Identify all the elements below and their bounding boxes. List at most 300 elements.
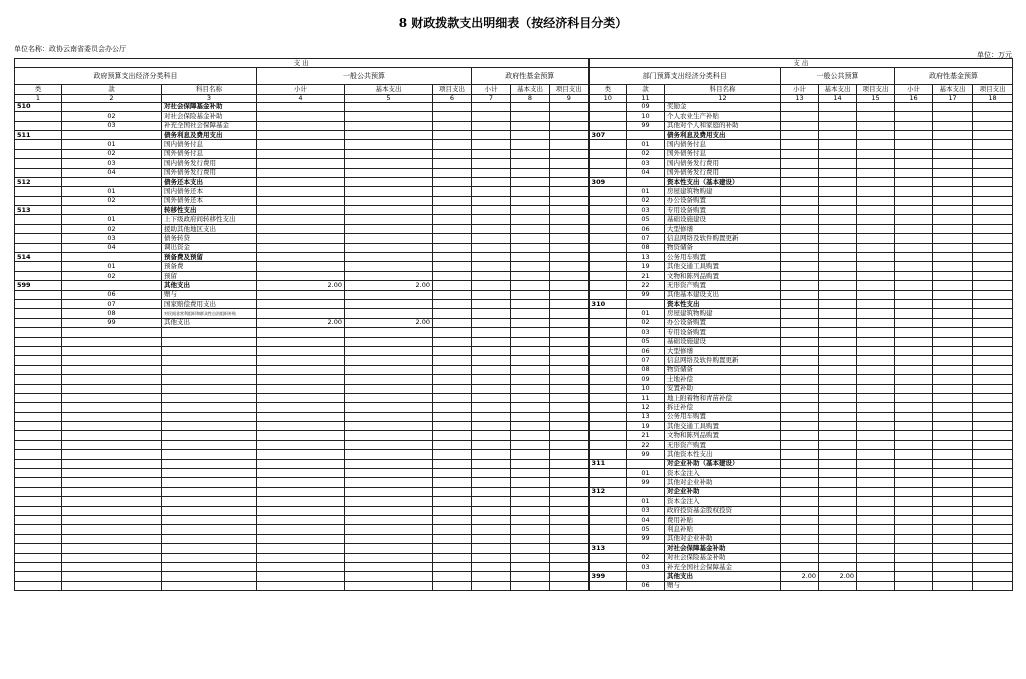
left-cell-name: 对社会保险基金补助 — [162, 112, 257, 121]
right-cell-project — [857, 149, 895, 158]
right-cell-name: 个人农业生产补贴 — [665, 112, 781, 121]
right-cell-basic — [819, 328, 857, 337]
right-cell-fbasic — [933, 525, 973, 534]
right-cell-fproj — [973, 112, 1013, 121]
left-cell-subtotal — [257, 422, 345, 431]
right-cell-subtotal — [781, 497, 819, 506]
right-cell-kuan: 02 — [627, 318, 665, 327]
left-cell-fsub — [472, 469, 511, 478]
right-cell-subtotal — [781, 215, 819, 224]
left-cell-fproj — [550, 487, 589, 496]
right-cell-lei — [589, 243, 627, 252]
left-cell-project — [433, 544, 472, 553]
right-cell-kuan: 22 — [627, 440, 665, 449]
right-cell-lei: 313 — [589, 544, 627, 553]
right-cell-fsub — [895, 290, 933, 299]
left-cell-basic: 2.00 — [345, 281, 433, 290]
right-cell-lei — [589, 281, 627, 290]
col-number: 1 — [15, 94, 62, 102]
left-cell-subtotal — [257, 328, 345, 337]
left-cell-kuan — [62, 102, 162, 111]
right-cell-fsub — [895, 121, 933, 130]
left-cell-fbasic — [511, 140, 550, 149]
left-cell-fproj — [550, 356, 589, 365]
left-cell-basic — [345, 403, 433, 412]
left-cell-fbasic — [511, 271, 550, 280]
right-cell-name: 房屋建筑物购建 — [665, 309, 781, 318]
right-cell-fproj — [973, 234, 1013, 243]
left-cell-basic — [345, 112, 433, 121]
right-cell-fsub — [895, 168, 933, 177]
right-cell-fsub — [895, 177, 933, 186]
right-cell-lei — [589, 262, 627, 271]
right-cell-lei — [589, 384, 627, 393]
left-cell-project — [433, 393, 472, 402]
left-cell-fbasic — [511, 337, 550, 346]
right-cell-fsub — [895, 187, 933, 196]
table-row — [15, 187, 1013, 196]
left-cell-subtotal — [257, 149, 345, 158]
left-cell-project — [433, 187, 472, 196]
left-cell-fsub — [472, 243, 511, 252]
right-cell-basic — [819, 487, 857, 496]
right-cell-kuan: 09 — [627, 102, 665, 111]
right-cell-subtotal — [781, 299, 819, 308]
right-cell-fproj — [973, 318, 1013, 327]
right-cell-name: 大型修缮 — [665, 224, 781, 233]
right-cell-lei — [589, 581, 627, 590]
left-cell-subtotal — [257, 581, 345, 590]
left-cell-lei — [15, 140, 62, 149]
left-cell-subtotal — [257, 506, 345, 515]
left-cell-lei — [15, 271, 62, 280]
left-cell-fbasic — [511, 159, 550, 168]
table-row — [15, 459, 1013, 468]
left-cell-subtotal — [257, 375, 345, 384]
expenditure-table — [14, 58, 1013, 591]
right-cell-fsub — [895, 356, 933, 365]
right-cell-basic — [819, 271, 857, 280]
right-cell-fbasic — [933, 515, 973, 524]
right-cell-fproj — [973, 337, 1013, 346]
left-cell-lei — [15, 309, 62, 318]
table-row — [15, 262, 1013, 271]
right-cell-name: 其他支出 — [665, 572, 781, 581]
right-cell-name: 安置补助 — [665, 384, 781, 393]
left-cell-lei — [15, 440, 62, 449]
left-cell-lei — [15, 431, 62, 440]
left-cell-fsub — [472, 149, 511, 158]
right-cell-fproj — [973, 412, 1013, 421]
right-cell-kuan: 19 — [627, 262, 665, 271]
left-cell-basic — [345, 365, 433, 374]
right-cell-name: 无形资产购置 — [665, 440, 781, 449]
left-cell-fsub — [472, 544, 511, 553]
table-row — [15, 469, 1013, 478]
right-cell-project — [857, 534, 895, 543]
left-cell-fsub — [472, 450, 511, 459]
right-cell-project — [857, 177, 895, 186]
left-cell-lei — [15, 469, 62, 478]
right-cell-fproj — [973, 572, 1013, 581]
table-row — [15, 581, 1013, 590]
left-cell-basic — [345, 422, 433, 431]
right-cell-subtotal — [781, 224, 819, 233]
right-cell-lei — [589, 506, 627, 515]
right-cell-fsub — [895, 309, 933, 318]
right-cell-lei: 309 — [589, 177, 627, 186]
left-cell-fsub — [472, 262, 511, 271]
left-cell-fsub — [472, 422, 511, 431]
left-cell-basic — [345, 478, 433, 487]
right-cell-fbasic — [933, 459, 973, 468]
left-cell-lei — [15, 159, 62, 168]
left-cell-subtotal — [257, 290, 345, 299]
left-cell-fbasic — [511, 375, 550, 384]
left-cell-fsub — [472, 328, 511, 337]
right-cell-project — [857, 121, 895, 130]
left-cell-basic — [345, 506, 433, 515]
right-cell-name: 奖励金 — [665, 102, 781, 111]
right-cell-name: 公务用车购置 — [665, 253, 781, 262]
left-cell-lei — [15, 290, 62, 299]
right-cell-fsub — [895, 384, 933, 393]
right-cell-basic — [819, 356, 857, 365]
right-cell-project — [857, 440, 895, 449]
left-cell-project — [433, 337, 472, 346]
left-cell-fbasic — [511, 346, 550, 355]
left-cell-name — [162, 553, 257, 562]
right-cell-fbasic — [933, 102, 973, 111]
table-row — [15, 159, 1013, 168]
right-cell-project — [857, 384, 895, 393]
left-cell-subtotal — [257, 262, 345, 271]
left-cell-basic — [345, 515, 433, 524]
right-cell-basic — [819, 365, 857, 374]
right-cell-name: 政府投资基金股权投资 — [665, 506, 781, 515]
left-cell-basic — [345, 450, 433, 459]
left-cell-fbasic — [511, 243, 550, 252]
left-cell-fbasic — [511, 562, 550, 571]
left-cell-fproj — [550, 206, 589, 215]
right-cell-project — [857, 290, 895, 299]
right-cell-subtotal — [781, 487, 819, 496]
col-number: 18 — [973, 94, 1013, 102]
right-cell-fproj — [973, 224, 1013, 233]
left-cell-name — [162, 431, 257, 440]
table-row — [15, 412, 1013, 421]
left-cell-name: 援助其他地区支出 — [162, 224, 257, 233]
right-cell-subtotal — [781, 562, 819, 571]
right-cell-basic — [819, 149, 857, 158]
right-cell-project — [857, 159, 895, 168]
right-cell-basic — [819, 525, 857, 534]
left-cell-kuan: 07 — [62, 299, 162, 308]
left-cell-kuan — [62, 365, 162, 374]
left-cell-kuan — [62, 506, 162, 515]
left-cell-name: 其他支出 — [162, 318, 257, 327]
right-cell-fbasic — [933, 299, 973, 308]
right-cell-fproj — [973, 440, 1013, 449]
col-number: 8 — [511, 94, 550, 102]
left-cell-fbasic — [511, 121, 550, 130]
right-cell-fproj — [973, 384, 1013, 393]
right-cell-kuan: 21 — [627, 271, 665, 280]
right-cell-fsub — [895, 253, 933, 262]
right-cell-lei — [589, 450, 627, 459]
right-cell-fbasic — [933, 253, 973, 262]
left-cell-fproj — [550, 393, 589, 402]
right-cell-basic — [819, 544, 857, 553]
left-cell-basic — [345, 271, 433, 280]
right-cell-basic — [819, 478, 857, 487]
right-cell-fproj — [973, 459, 1013, 468]
left-cell-lei: 514 — [15, 253, 62, 262]
left-cell-kuan — [62, 525, 162, 534]
left-cell-kuan: 03 — [62, 159, 162, 168]
left-cell-fsub — [472, 234, 511, 243]
left-cell-fbasic — [511, 102, 550, 111]
right-cell-project — [857, 365, 895, 374]
table-row — [15, 168, 1013, 177]
right-cell-lei — [589, 365, 627, 374]
right-cell-basic — [819, 262, 857, 271]
table-row — [15, 290, 1013, 299]
right-cell-name: 其他交通工具购置 — [665, 262, 781, 271]
right-cell-fsub — [895, 346, 933, 355]
left-cell-name — [162, 328, 257, 337]
right-cell-basic — [819, 393, 857, 402]
left-cell-kuan: 02 — [62, 224, 162, 233]
right-cell-name: 利息补贴 — [665, 525, 781, 534]
right-cell-lei — [589, 149, 627, 158]
left-cell-lei — [15, 562, 62, 571]
right-cell-kuan: 01 — [627, 187, 665, 196]
left-cell-lei: 512 — [15, 177, 62, 186]
left-cell-kuan — [62, 440, 162, 449]
left-cell-subtotal — [257, 196, 345, 205]
right-cell-subtotal — [781, 112, 819, 121]
left-cell-fproj — [550, 281, 589, 290]
left-cell-lei: 510 — [15, 102, 62, 111]
right-cell-project — [857, 318, 895, 327]
left-cell-fproj — [550, 506, 589, 515]
right-cell-kuan: 05 — [627, 337, 665, 346]
left-cell-project — [433, 534, 472, 543]
right-cell-kuan — [627, 572, 665, 581]
left-cell-project — [433, 562, 472, 571]
left-cell-project — [433, 224, 472, 233]
left-cell-name — [162, 497, 257, 506]
left-cell-fsub — [472, 318, 511, 327]
left-cell-lei — [15, 393, 62, 402]
table-row — [15, 243, 1013, 252]
left-cell-subtotal — [257, 393, 345, 402]
right-cell-fbasic — [933, 149, 973, 158]
left-cell-name: 国外债务付息 — [162, 149, 257, 158]
left-cell-fsub — [472, 365, 511, 374]
left-cell-fsub — [472, 431, 511, 440]
right-cell-project — [857, 309, 895, 318]
left-cell-basic — [345, 187, 433, 196]
right-cell-subtotal — [781, 346, 819, 355]
right-cell-subtotal — [781, 478, 819, 487]
left-cell-basic — [345, 562, 433, 571]
left-cell-fproj — [550, 365, 589, 374]
left-cell-fbasic — [511, 544, 550, 553]
left-cell-kuan: 04 — [62, 243, 162, 252]
left-cell-fproj — [550, 553, 589, 562]
left-cell-lei — [15, 525, 62, 534]
left-cell-project — [433, 412, 472, 421]
left-cell-fbasic — [511, 403, 550, 412]
right-cell-fsub — [895, 140, 933, 149]
left-cell-subtotal — [257, 356, 345, 365]
right-cell-fproj — [973, 271, 1013, 280]
right-cell-subtotal — [781, 328, 819, 337]
right-cell-fbasic — [933, 130, 973, 139]
right-cell-fbasic — [933, 506, 973, 515]
right-cell-subtotal — [781, 525, 819, 534]
left-cell-lei: 599 — [15, 281, 62, 290]
left-cell-fsub — [472, 168, 511, 177]
left-cell-kuan: 01 — [62, 262, 162, 271]
left-cell-project — [433, 243, 472, 252]
left-cell-name: 预备费及预留 — [162, 253, 257, 262]
right-cell-basic — [819, 177, 857, 186]
left-cell-name: 上下级政府间转移性支出 — [162, 215, 257, 224]
left-cell-lei — [15, 544, 62, 553]
col-number: 4 — [257, 94, 345, 102]
left-cell-fbasic — [511, 328, 550, 337]
right-cell-basic — [819, 534, 857, 543]
col-number: 7 — [472, 94, 511, 102]
left-cell-fproj — [550, 309, 589, 318]
left-cell-fproj — [550, 215, 589, 224]
right-cell-subtotal — [781, 234, 819, 243]
right-cell-basic — [819, 196, 857, 205]
table-row — [15, 515, 1013, 524]
right-cell-name: 其他交通工具购置 — [665, 422, 781, 431]
right-cell-basic — [819, 506, 857, 515]
right-cell-kuan — [627, 177, 665, 186]
left-cell-basic — [345, 346, 433, 355]
left-cell-project — [433, 149, 472, 158]
right-cell-fproj — [973, 206, 1013, 215]
left-cell-kuan: 01 — [62, 187, 162, 196]
left-cell-lei — [15, 112, 62, 121]
right-cell-lei — [589, 534, 627, 543]
right-cell-project — [857, 168, 895, 177]
left-cell-project — [433, 459, 472, 468]
left-cell-fproj — [550, 581, 589, 590]
right-cell-name: 基础设施建设 — [665, 337, 781, 346]
right-cell-fbasic — [933, 224, 973, 233]
left-cell-subtotal — [257, 271, 345, 280]
left-cell-project — [433, 177, 472, 186]
col-header-subtotal: 小计 — [781, 85, 819, 94]
right-cell-basic — [819, 215, 857, 224]
right-cell-fsub — [895, 440, 933, 449]
right-cell-project — [857, 403, 895, 412]
right-cell-name: 资本性支出 — [665, 299, 781, 308]
left-cell-kuan — [62, 572, 162, 581]
left-cell-fbasic — [511, 318, 550, 327]
left-cell-name: 国外债务还本 — [162, 196, 257, 205]
left-cell-basic — [345, 149, 433, 158]
right-cell-kuan: 13 — [627, 412, 665, 421]
left-cell-fproj — [550, 450, 589, 459]
left-cell-subtotal: 2.00 — [257, 281, 345, 290]
right-cell-fbasic — [933, 544, 973, 553]
right-cell-fproj — [973, 515, 1013, 524]
col-number: 5 — [345, 94, 433, 102]
right-cell-name: 地上附着物和青苗补偿 — [665, 393, 781, 402]
left-cell-lei — [15, 534, 62, 543]
left-cell-basic — [345, 412, 433, 421]
left-cell-kuan: 04 — [62, 168, 162, 177]
right-cell-fproj — [973, 177, 1013, 186]
left-cell-fbasic — [511, 168, 550, 177]
right-cell-fsub — [895, 375, 933, 384]
table-row — [15, 234, 1013, 243]
left-cell-fbasic — [511, 534, 550, 543]
right-cell-project — [857, 196, 895, 205]
col-header-project: 项目支出 — [550, 85, 589, 94]
right-cell-subtotal — [781, 412, 819, 421]
left-cell-lei — [15, 403, 62, 412]
left-cell-lei — [15, 572, 62, 581]
right-cell-basic — [819, 515, 857, 524]
left-cell-project — [433, 581, 472, 590]
right-cell-fbasic — [933, 440, 973, 449]
right-cell-project — [857, 253, 895, 262]
left-cell-fsub — [472, 215, 511, 224]
table-row — [15, 271, 1013, 280]
right-cell-name: 信息网络及软件购置更新 — [665, 234, 781, 243]
right-cell-fbasic — [933, 234, 973, 243]
left-cell-kuan: 02 — [62, 112, 162, 121]
right-cell-subtotal — [781, 506, 819, 515]
left-cell-name — [162, 356, 257, 365]
right-cell-kuan: 22 — [627, 281, 665, 290]
left-cell-fbasic — [511, 253, 550, 262]
right-cell-kuan: 06 — [627, 346, 665, 355]
right-cell-fbasic — [933, 281, 973, 290]
right-cell-fsub — [895, 215, 933, 224]
left-cell-subtotal — [257, 572, 345, 581]
left-cell-fproj — [550, 262, 589, 271]
right-cell-lei — [589, 431, 627, 440]
right-cell-basic — [819, 206, 857, 215]
right-cell-fbasic — [933, 187, 973, 196]
left-cell-basic — [345, 159, 433, 168]
col-number: 6 — [433, 94, 472, 102]
right-cell-name: 赠与 — [665, 581, 781, 590]
left-cell-lei — [15, 215, 62, 224]
left-cell-basic — [345, 487, 433, 496]
right-cell-basic — [819, 121, 857, 130]
left-cell-fproj — [550, 384, 589, 393]
left-cell-fbasic — [511, 224, 550, 233]
right-cell-fbasic — [933, 318, 973, 327]
right-cell-project — [857, 262, 895, 271]
left-cell-fproj — [550, 469, 589, 478]
left-cell-name: 补充全国社会保障基金 — [162, 121, 257, 130]
right-cell-kuan: 99 — [627, 450, 665, 459]
right-cell-subtotal — [781, 177, 819, 186]
left-cell-fsub — [472, 478, 511, 487]
